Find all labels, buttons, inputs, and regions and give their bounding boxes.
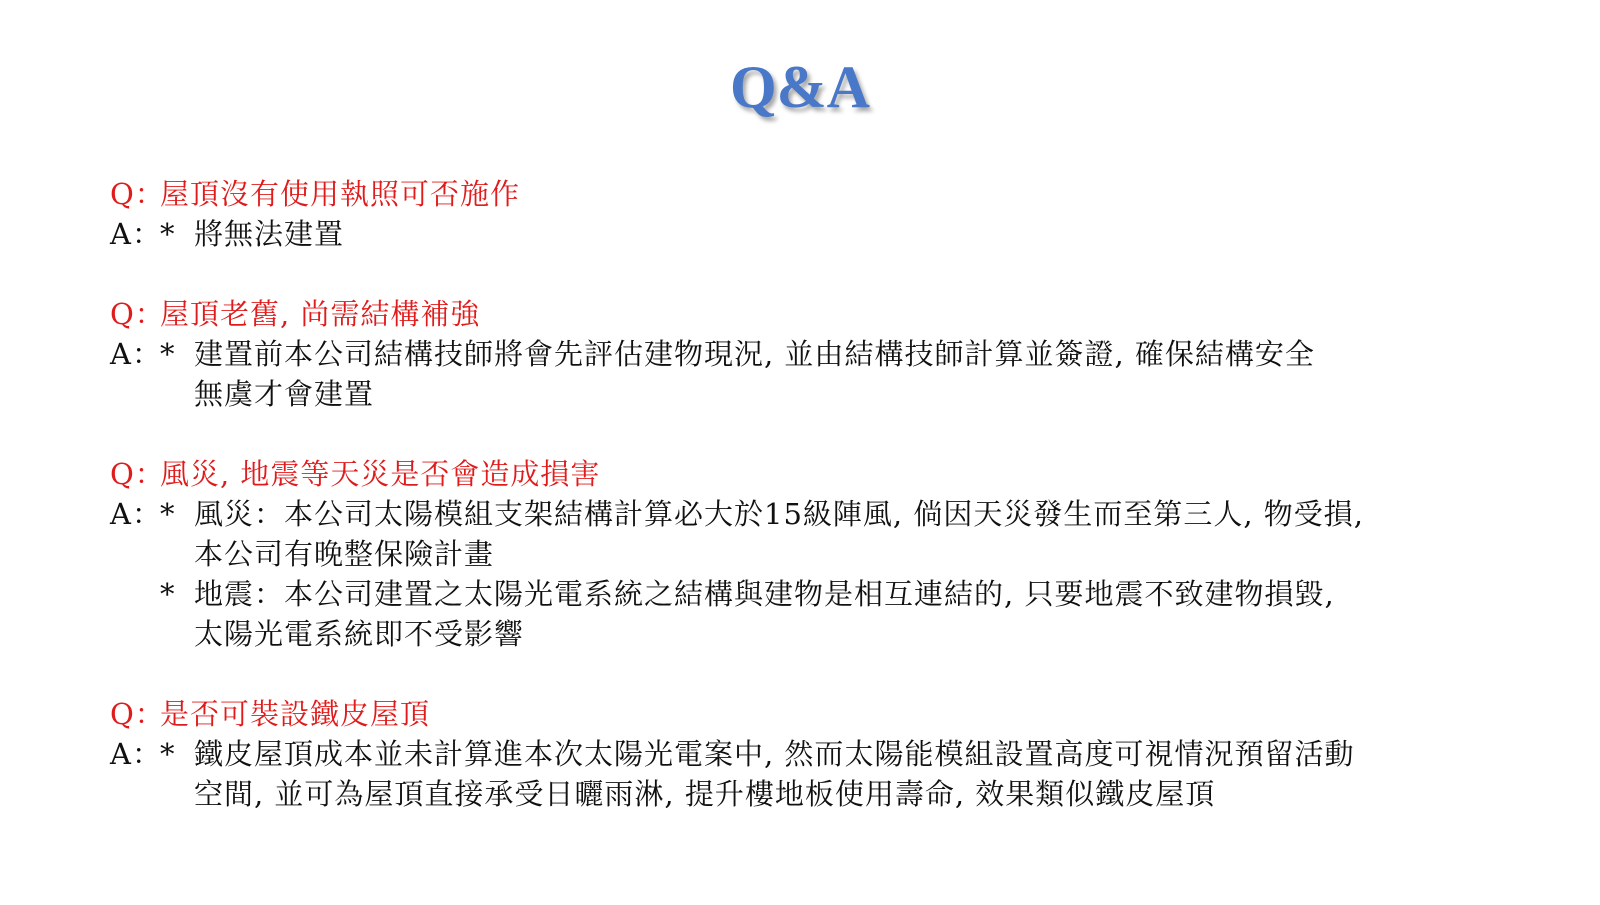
q-prefix: Q：	[110, 297, 165, 331]
answer-3-line-1	[110, 494, 1550, 534]
qa-list	[110, 174, 1550, 854]
page-title: Q&A	[730, 54, 870, 120]
question-text: 風災, 地震等天災是否會造成損害	[160, 457, 601, 491]
a-prefix: A：	[110, 217, 162, 251]
answer-text: 建置前本公司結構技師將會先評估建物現況, 並由結構技師計算並簽證, 確保結構安全	[194, 337, 1315, 371]
a-prefix: A：	[110, 337, 162, 371]
question-1	[110, 174, 1550, 214]
bullet-marker: *	[160, 497, 176, 531]
answer-text: 無虞才會建置	[194, 377, 375, 411]
answer-text: 風災：本公司太陽模組支架結構計算必大於15級陣風, 倘因天災發生而至第三人, 物受損,	[194, 497, 1364, 531]
question-text: 屋頂老舊, 尚需結構補強	[160, 297, 481, 331]
answer-4-line-2	[110, 774, 1550, 814]
question-2	[110, 294, 1550, 334]
answer-2-line-1	[110, 334, 1550, 374]
answer-3-line-4	[110, 614, 1550, 654]
answer-text: 地震：本公司建置之太陽光電系統之結構與建物是相互連結的, 只要地震不致建物損毀,	[194, 577, 1335, 611]
answer-1-line-1	[110, 214, 1550, 254]
a-prefix: A：	[110, 497, 162, 531]
bullet-marker: *	[160, 217, 176, 251]
question-text: 屋頂沒有使用執照可否施作	[160, 177, 521, 211]
a-prefix: A：	[110, 737, 162, 771]
qa-item-2	[110, 294, 1550, 414]
bullet-marker: *	[160, 737, 176, 771]
q-prefix: Q：	[110, 177, 165, 211]
qa-item-3	[110, 454, 1550, 654]
qa-item-1	[110, 174, 1550, 254]
answer-4-line-1	[110, 734, 1550, 774]
answer-3-line-2	[110, 534, 1550, 574]
bullet-marker: *	[160, 337, 176, 371]
q-prefix: Q：	[110, 697, 165, 731]
question-3	[110, 454, 1550, 494]
answer-text: 太陽光電系統即不受影響	[194, 617, 525, 651]
bullet-marker: *	[160, 577, 176, 611]
answer-2-line-2	[110, 374, 1550, 414]
q-prefix: Q：	[110, 457, 165, 491]
answer-3-line-3	[110, 574, 1550, 614]
answer-text: 將無法建置	[194, 217, 345, 251]
qa-item-4	[110, 694, 1550, 814]
answer-text: 空間, 並可為屋頂直接承受日曬雨淋, 提升樓地板使用壽命, 效果類似鐵皮屋頂	[194, 777, 1216, 811]
question-4	[110, 694, 1550, 734]
answer-text: 鐵皮屋頂成本並未計算進本次太陽光電案中, 然而太陽能模組設置高度可視情況預留活動	[194, 737, 1355, 771]
answer-text: 本公司有晚整保險計畫	[194, 537, 495, 571]
question-text: 是否可裝設鐵皮屋頂	[160, 697, 431, 731]
